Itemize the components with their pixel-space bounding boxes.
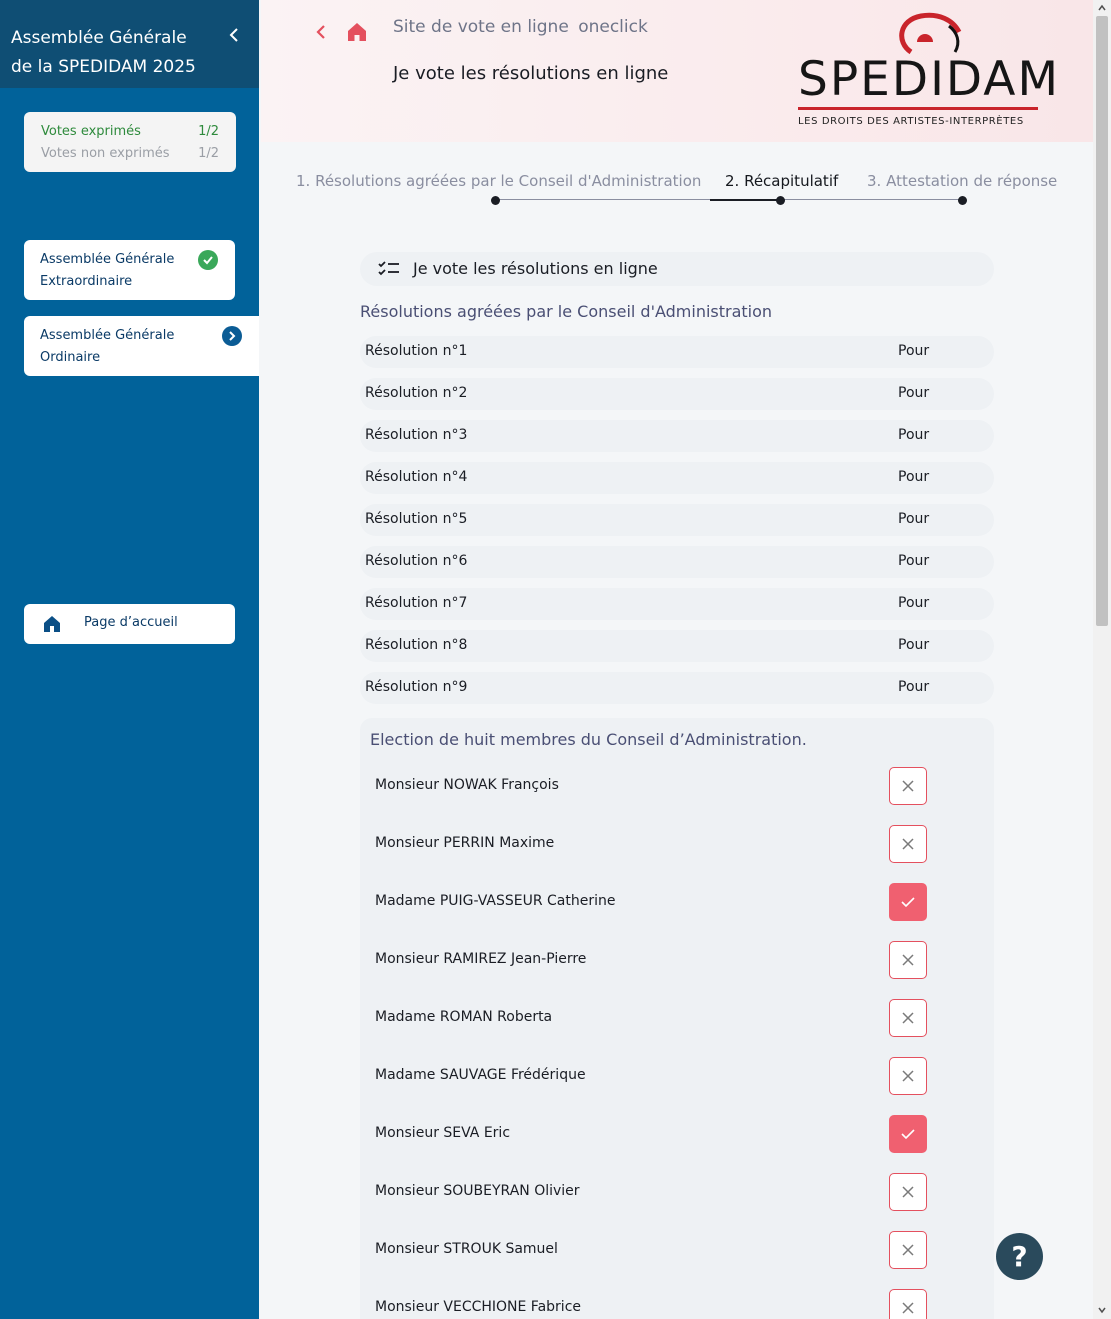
election-card bbox=[360, 718, 994, 1319]
candidate-checkbox[interactable] bbox=[889, 1231, 927, 1269]
resolution-vote: Pour bbox=[898, 427, 930, 443]
candidate-name: Madame SAUVAGE Frédérique bbox=[375, 1067, 586, 1083]
stepper-active-segment bbox=[710, 199, 780, 201]
resolution-vote: Pour bbox=[898, 343, 930, 359]
step-resolutions[interactable]: 1. Résolutions agréées par le Conseil d'Administration bbox=[296, 172, 702, 190]
resolution-row bbox=[360, 420, 994, 452]
votes-expressed-count: 1/2 bbox=[198, 124, 219, 139]
home-icon bbox=[43, 615, 61, 633]
scroll-thumb[interactable] bbox=[1096, 16, 1108, 626]
resolution-row bbox=[360, 630, 994, 662]
candidate-name: Monsieur STROUK Samuel bbox=[375, 1241, 558, 1257]
candidate-name: Madame PUIG-VASSEUR Catherine bbox=[375, 893, 616, 909]
candidate-name: Monsieur VECCHIONE Fabrice bbox=[375, 1299, 582, 1315]
resolution-row bbox=[360, 504, 994, 536]
candidate-row bbox=[360, 1056, 994, 1096]
candidate-row bbox=[360, 1172, 994, 1212]
resolution-row bbox=[360, 588, 994, 620]
chevron-right-icon bbox=[222, 326, 242, 346]
election-title: Election de huit membres du Conseil d’Administration. bbox=[370, 730, 807, 749]
resolution-vote: Pour bbox=[898, 553, 930, 569]
step-recapitulatif[interactable]: 2. Récapitulatif bbox=[725, 172, 839, 190]
candidate-checkbox[interactable] bbox=[889, 999, 927, 1037]
site-brand: oneclick bbox=[578, 17, 648, 37]
sidebar-item-label-line2: Extraordinaire bbox=[40, 274, 133, 289]
candidate-checkbox[interactable] bbox=[889, 1115, 927, 1153]
close-icon bbox=[901, 1069, 915, 1083]
resolution-label: Résolution n°5 bbox=[365, 511, 468, 527]
candidate-checkbox[interactable] bbox=[889, 1173, 927, 1211]
close-icon bbox=[901, 953, 915, 967]
candidate-row bbox=[360, 940, 994, 980]
sidebar-title-line1: Assemblée Générale bbox=[11, 28, 187, 48]
sidebar-title bbox=[11, 24, 221, 82]
sidebar-item-label-line1: Assemblée Générale bbox=[40, 252, 175, 267]
step-dot bbox=[958, 196, 967, 205]
close-icon bbox=[901, 1185, 915, 1199]
candidate-row bbox=[360, 824, 994, 864]
sidebar-item-ag-extraordinaire[interactable] bbox=[24, 240, 235, 300]
resolution-row bbox=[360, 336, 994, 368]
logo-text: SPEDIDAM bbox=[798, 52, 1060, 107]
scroll-up-icon[interactable] bbox=[1097, 3, 1107, 13]
logo-mark bbox=[891, 12, 971, 56]
candidate-name: Madame ROMAN Roberta bbox=[375, 1009, 553, 1025]
sidebar-title-line2: de la SPEDIDAM 2025 bbox=[11, 57, 196, 77]
candidate-row bbox=[360, 882, 994, 922]
checklist-icon bbox=[378, 261, 400, 277]
candidate-name: Monsieur NOWAK François bbox=[375, 777, 559, 793]
candidate-row bbox=[360, 1288, 994, 1319]
resolution-label: Résolution n°9 bbox=[365, 679, 468, 695]
votes-summary-card bbox=[24, 112, 236, 172]
site-label-text: Site de vote en ligne bbox=[393, 17, 569, 37]
resolution-row bbox=[360, 462, 994, 494]
resolution-label: Résolution n°8 bbox=[365, 637, 468, 653]
sidebar-header bbox=[0, 0, 259, 88]
resolution-row bbox=[360, 672, 994, 704]
votes-not-expressed-row bbox=[41, 146, 219, 161]
resolution-vote: Pour bbox=[898, 385, 930, 401]
candidate-row bbox=[360, 1230, 994, 1270]
resolution-label: Résolution n°2 bbox=[365, 385, 468, 401]
scrollbar[interactable] bbox=[1093, 0, 1111, 1319]
resolution-vote: Pour bbox=[898, 511, 930, 527]
candidate-checkbox[interactable] bbox=[889, 883, 927, 921]
resolution-vote: Pour bbox=[898, 469, 930, 485]
resolutions-section-title: Résolutions agréées par le Conseil d'Administration bbox=[360, 302, 773, 321]
logo-bar bbox=[798, 107, 1038, 110]
sidebar-item-label bbox=[40, 325, 190, 369]
step-dot bbox=[491, 196, 500, 205]
close-icon bbox=[901, 1011, 915, 1025]
candidate-checkbox[interactable] bbox=[889, 825, 927, 863]
help-button[interactable]: ? bbox=[996, 1233, 1043, 1280]
check-icon bbox=[198, 250, 218, 270]
resolution-row bbox=[360, 378, 994, 410]
candidate-checkbox[interactable] bbox=[889, 767, 927, 805]
resolution-label: Résolution n°6 bbox=[365, 553, 468, 569]
candidate-row bbox=[360, 766, 994, 806]
collapse-sidebar-button[interactable] bbox=[226, 26, 244, 44]
candidate-row bbox=[360, 998, 994, 1038]
chevron-left-icon bbox=[226, 26, 244, 44]
resolution-vote: Pour bbox=[898, 595, 930, 611]
votes-expressed-row bbox=[41, 124, 219, 139]
sidebar-item-label-line1: Assemblée Générale bbox=[40, 328, 175, 343]
candidate-name: Monsieur RAMIREZ Jean-Pierre bbox=[375, 951, 587, 967]
spedidam-logo bbox=[796, 12, 1060, 132]
candidate-name: Monsieur SEVA Eric bbox=[375, 1125, 511, 1141]
check-icon bbox=[900, 895, 916, 909]
votes-not-expressed-label: Votes non exprimés bbox=[41, 146, 170, 161]
home-page-button[interactable] bbox=[24, 604, 235, 644]
resolution-label: Résolution n°4 bbox=[365, 469, 468, 485]
candidate-name: Monsieur PERRIN Maxime bbox=[375, 835, 555, 851]
logo-tagline: LES DROITS DES ARTISTES-INTERPRÈTES bbox=[798, 116, 1024, 127]
candidate-checkbox[interactable] bbox=[889, 1057, 927, 1095]
sidebar-item-label bbox=[40, 249, 190, 293]
vote-section-header bbox=[360, 252, 994, 286]
home-icon[interactable] bbox=[347, 22, 367, 42]
sidebar-item-label-line2: Ordinaire bbox=[40, 350, 101, 365]
resolution-row bbox=[360, 546, 994, 578]
close-icon bbox=[901, 1301, 915, 1315]
candidate-checkbox[interactable] bbox=[889, 1289, 927, 1319]
sidebar-item-ag-ordinaire[interactable] bbox=[24, 316, 259, 376]
sidebar bbox=[0, 0, 259, 1319]
votes-expressed-label: Votes exprimés bbox=[41, 124, 141, 139]
resolution-label: Résolution n°7 bbox=[365, 595, 468, 611]
candidate-name: Monsieur SOUBEYRAN Olivier bbox=[375, 1183, 580, 1199]
candidate-checkbox[interactable] bbox=[889, 941, 927, 979]
close-icon bbox=[901, 1243, 915, 1257]
check-icon bbox=[900, 1127, 916, 1141]
resolution-label: Résolution n°3 bbox=[365, 427, 468, 443]
candidate-row bbox=[360, 1114, 994, 1154]
vote-section-title: Je vote les résolutions en ligne bbox=[413, 259, 658, 278]
scroll-down-icon[interactable] bbox=[1097, 1305, 1107, 1315]
site-label bbox=[393, 17, 648, 37]
back-icon[interactable] bbox=[315, 24, 327, 40]
votes-not-expressed-count: 1/2 bbox=[198, 146, 219, 161]
step-attestation[interactable]: 3. Attestation de réponse bbox=[867, 172, 1058, 190]
header bbox=[261, 0, 1093, 142]
close-icon bbox=[901, 837, 915, 851]
resolution-vote: Pour bbox=[898, 637, 930, 653]
page-title: Je vote les résolutions en ligne bbox=[393, 63, 669, 84]
resolution-vote: Pour bbox=[898, 679, 930, 695]
resolution-label: Résolution n°1 bbox=[365, 343, 468, 359]
home-page-label: Page d’accueil bbox=[84, 615, 178, 630]
close-icon bbox=[901, 779, 915, 793]
step-dot bbox=[776, 196, 785, 205]
